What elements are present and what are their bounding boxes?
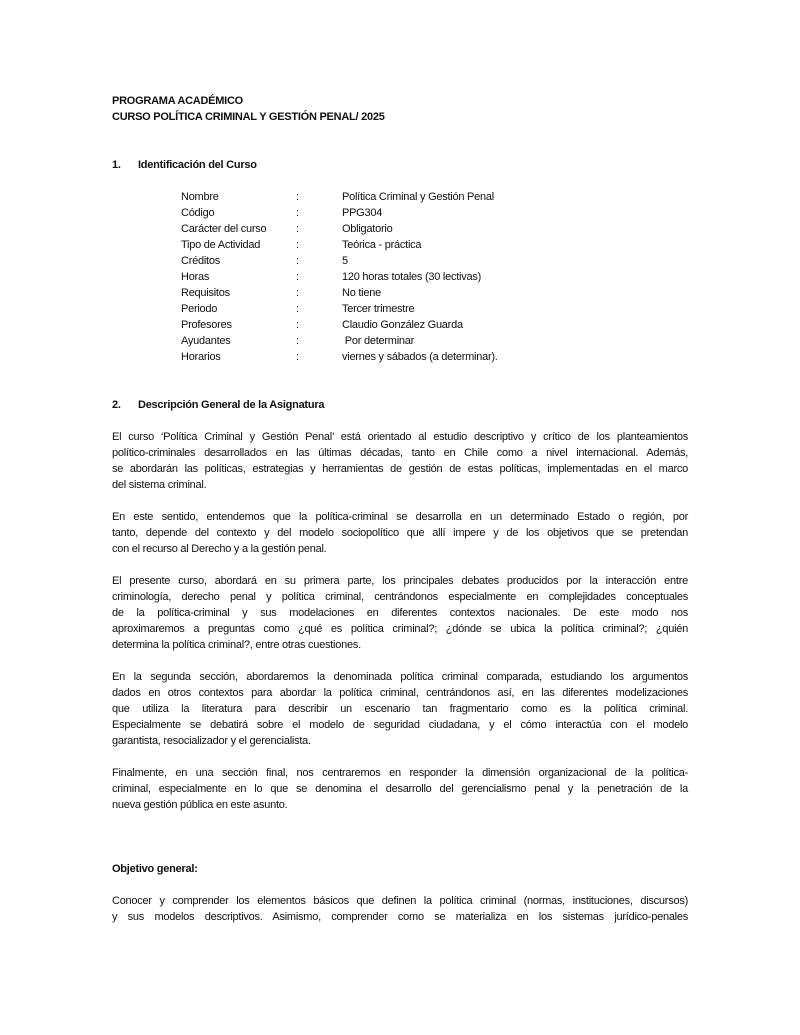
paragraph-line: nueva gestión pública en este asunto.	[112, 799, 288, 811]
paragraph-line: criminal, especialmente en lo que se denomina el desarrollo del gerencialismo penal y la penetración de la	[112, 783, 688, 795]
course-title: CURSO POLÍTICA CRIMINAL Y GESTIÓN PENAL/ 2025	[112, 111, 385, 123]
field-value: Teórica - práctica	[342, 239, 422, 251]
separator: :	[296, 223, 299, 235]
section-title: Descripción General de la Asignatura	[138, 399, 325, 411]
section-number: 1.	[112, 159, 121, 171]
field-label: Tipo de Actividad	[181, 239, 261, 251]
paragraph-line: En la segunda sección, abordaremos la denominada política criminal comparada, estudiando los argumentos	[112, 671, 688, 683]
description-paragraph	[112, 669, 688, 749]
paragraph-line: de la política-criminal y sus modelaciones en diferentes contextos nacionales. De este modo nos	[112, 607, 688, 619]
separator: :	[296, 319, 299, 331]
field-value: Claudio González Guarda	[342, 319, 463, 331]
paragraph-line: El presente curso, abordará en su primera parte, los principales debates producidos por la interacción entre	[112, 575, 688, 587]
field-value: Tercer trimestre	[342, 303, 415, 315]
field-label: Periodo	[181, 303, 218, 315]
objective-heading: Objetivo general:	[112, 863, 198, 875]
separator: :	[296, 303, 299, 315]
identification-row	[0, 253, 800, 269]
paragraph-line: del sistema criminal.	[112, 479, 207, 491]
section-number: 2.	[112, 399, 121, 411]
field-value: Obligatorio	[342, 223, 393, 235]
program-title: PROGRAMA ACADÉMICO	[112, 95, 243, 107]
field-value: 5	[342, 255, 348, 267]
field-value: viernes y sábados (a determinar).	[342, 351, 498, 363]
field-label: Requisitos	[181, 287, 230, 299]
field-label: Nombre	[181, 191, 219, 203]
paragraph-line: con el recurso al Derecho y a la gestión penal.	[112, 543, 327, 555]
section-1-heading	[112, 157, 257, 173]
field-value: 120 horas totales (30 lectivas)	[342, 271, 481, 283]
field-label: Créditos	[181, 255, 220, 267]
field-value: Política Criminal y Gestión Penal	[342, 191, 494, 203]
paragraph-line: En este sentido, entendemos que la política-criminal se desarrolla en un determinado Estado o región, por	[112, 511, 688, 523]
identification-row	[0, 317, 800, 333]
field-value: No tiene	[342, 287, 381, 299]
separator: :	[296, 335, 299, 347]
separator: :	[296, 255, 299, 267]
paragraph-line: garantista, resocializador y el gerencialista.	[112, 735, 311, 747]
field-label: Código	[181, 207, 215, 219]
field-value: PPG304	[342, 207, 383, 219]
separator: :	[296, 207, 299, 219]
paragraph-line: determina la política criminal?, entre otras cuestiones.	[112, 639, 361, 651]
separator: :	[296, 287, 299, 299]
separator: :	[296, 271, 299, 283]
identification-row	[0, 301, 800, 317]
identification-row	[0, 333, 800, 349]
identification-row	[0, 269, 800, 285]
document-header	[112, 93, 688, 125]
separator: :	[296, 191, 299, 203]
description-paragraph	[112, 509, 688, 557]
section-title: Identificación del Curso	[138, 159, 257, 171]
objective-paragraph	[112, 893, 688, 925]
identification-row	[0, 285, 800, 301]
identification-row	[0, 349, 800, 365]
paragraph-line: criminología, derecho penal y política criminal, centrándonos especialmente en complejidades conceptuales	[112, 591, 688, 603]
identification-row	[0, 189, 800, 205]
identification-row	[0, 205, 800, 221]
paragraph-line: Especialmente se debatirá sobre el modelo de seguridad ciudadana, y el cómo interactúa con el modelo	[112, 719, 688, 731]
identification-row	[0, 237, 800, 253]
paragraph-line: que utiliza la literatura para describir un escenario tan fragmentario como es la política criminal.	[112, 703, 688, 715]
description-paragraph	[112, 429, 688, 493]
field-label: Horarios	[181, 351, 221, 363]
paragraph-line: Finalmente, en una sección final, nos centraremos en responder la dimensión organizacional de la política-	[112, 767, 688, 779]
field-label: Carácter del curso	[181, 223, 267, 235]
field-value: Por determinar	[342, 335, 415, 347]
description-paragraph	[112, 765, 688, 813]
paragraph-line: se abordarán las políticas, estrategias y herramientas de gestión de estas políticas, implementadas en el marco	[112, 463, 688, 475]
paragraph-line: El curso ‘Política Criminal y Gestión Penal’ está orientado al estudio descriptivo y crítico de los planteamientos	[112, 431, 688, 443]
section-2-heading	[112, 397, 324, 413]
field-label: Profesores	[181, 319, 232, 331]
paragraph-line: y sus modelos descriptivos. Asimismo, comprender como se materializa en los sistemas jurídico-penales	[112, 911, 688, 923]
paragraph-line: dados en otros contextos para abordar la política criminal, centrándonos así, en las diferentes modelizaciones	[112, 687, 688, 699]
field-label: Horas	[181, 271, 210, 283]
separator: :	[296, 239, 299, 251]
paragraph-line: político-criminales desarrollados en las últimas décadas, tanto en Chile como a nivel internacional. Además,	[112, 447, 688, 459]
description-paragraph	[112, 573, 688, 653]
separator: :	[296, 351, 299, 363]
field-label: Ayudantes	[181, 335, 231, 347]
paragraph-line: Conocer y comprender los elementos básicos que definen la política criminal (normas, instituciones, discursos)	[112, 895, 688, 907]
paragraph-line: tanto, depende del contexto y del modelo sociopolítico que allí impere y de los objetivos que se pretendan	[112, 527, 688, 539]
paragraph-line: aproximaremos a preguntas como ¿qué es política criminal?; ¿dónde se ubica la política criminal?; ¿quién	[112, 623, 688, 635]
identification-row	[0, 221, 800, 237]
